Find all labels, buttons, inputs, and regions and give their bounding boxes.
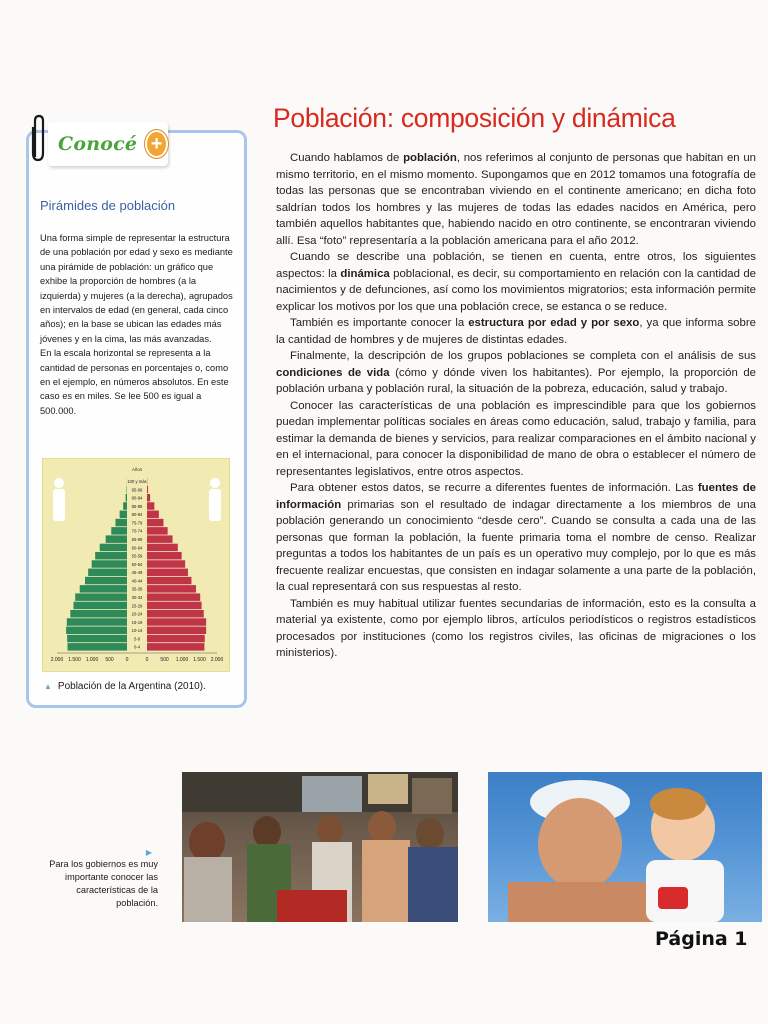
bar-female [147,535,173,542]
age-label: 70-74 [131,528,143,534]
conoce-tab [48,122,168,166]
paragraph-text: Conocer las características de una población es imprescindible para que los gobiernos puedan implementar políticas sociales en áreas como educación, salud, trabajo y familia, para estimar la demanda de bienes y servicios, para realizar comparaciones en el ámbito nacional y en el internacional, para conocer la disponibilidad de mano de obra o establecer el número de representantes legislativos, entre otros aspectos. [276,399,756,478]
article-paragraph [276,596,756,662]
age-label: 5-9 [133,636,141,642]
axis-header: Años [131,467,143,472]
paragraph-keyword: condiciones de vida [276,366,390,379]
article-body [276,150,756,662]
bar-male [75,593,127,600]
age-label: 15-19 [131,619,143,625]
age-label: 0-4 [133,644,141,650]
plus-icon: + [145,130,168,158]
paragraph-text: Cuando se describe una población, se tienen en cuenta, entre otros, los siguientes aspectos: la [276,251,756,280]
age-label: 50-54 [131,561,143,567]
bar-female [147,560,185,567]
conoce-label: Conocé [58,133,138,155]
bar-male [111,527,127,534]
age-label: 95-99 [131,487,143,493]
paragraph-keyword: dinámica [340,267,390,280]
bar-female [147,544,178,551]
article-paragraph [276,249,756,315]
bar-female [147,643,204,650]
age-label: 75-79 [131,520,143,526]
age-label: 35-39 [131,586,143,592]
bar-female [147,585,196,592]
photo-caption-text: Para los gobiernos es muy importante conocer las características de la población. [49,859,158,908]
x-tick-label: 1.000 [85,657,99,663]
bar-female [147,527,168,534]
x-tick-label: 2.000 [50,657,64,663]
bar-male [68,643,128,650]
bar-male [85,577,127,584]
paragraph-keyword: estructura por edad y por sexo [468,317,640,329]
grandfather-baby-illustration [488,772,762,922]
sidebar-paragraph: Una forma simple de representar la estructura de una población por edad y sexo es mediante una pirámide de población: un gráfico que exhibe la proporción de hombres (a la izquierda) y mujeres (a la derecha), agrupados en intervalos de edad (en general, cada cinco años); en la base se ubican las edades más jóvenes y en la cima, las más avanzadas. [40,233,233,344]
page-number: Página 1 [655,928,748,950]
page-title: Población: composición y dinámica [273,103,676,133]
bar-female [147,627,206,634]
bar-female [147,511,159,518]
bar-male [126,494,127,501]
age-label: 45-49 [131,570,143,576]
age-label: 60-64 [131,545,143,551]
age-label: 40-44 [131,578,143,584]
paragraph-text: , ya que informa sobre la cantidad de hombres y de mujeres de distintas edades. [276,317,756,346]
bar-male [70,610,127,617]
bar-male [120,511,127,518]
paragraph-text: poblacional, es decir, su comportamiento en relación con la cantidad de nacimientos y de defunciones, así como los movimientos migratorios; esta información permite explicar los motivos por los que una población crece, se estanca o se reduce. [276,267,757,313]
person-icon [53,478,65,521]
age-label: 10-14 [131,628,143,634]
bar-male [80,585,127,592]
x-tick-label: 1.500 [68,657,81,663]
photo-caption [36,848,158,910]
chart-caption [44,681,244,692]
bar-male [106,535,127,542]
bar-female [147,486,148,493]
paragraph-keyword: población [403,152,457,164]
age-label: 55-59 [131,553,143,559]
x-tick-label: 0 [125,657,129,663]
grandfather-baby-photo [488,772,762,922]
age-label: 30-34 [131,594,143,600]
bar-male [73,602,127,609]
x-tick-label: 500 [160,657,169,663]
bar-female [147,610,204,617]
age-label: 100 y más [127,478,147,484]
x-tick-label: 2.000 [210,657,224,663]
paragraph-text: Para obtener estos datos, se recurre a diferentes fuentes de información. Las [290,482,698,494]
age-label: 85-89 [131,503,143,509]
article-paragraph [276,348,756,398]
article-paragraph [276,398,756,481]
age-label: 90-94 [131,495,143,501]
chart-caption-text: Población de la Argentina (2010). [57,681,206,692]
article-paragraph [276,150,756,249]
article-paragraph [276,480,756,596]
bar-female [147,602,202,609]
bar-male [66,627,127,634]
bar-female [147,494,150,501]
crowd-photo [182,772,458,922]
bar-male [67,618,127,625]
age-label: 20-24 [131,611,143,617]
triangle-icon: ▲ [44,682,52,691]
pyramid-svg [43,459,231,673]
population-pyramid-chart [42,458,230,672]
paragraph-text: También es importante conocer la [290,317,469,329]
bar-female [147,618,206,625]
triangle-icon: ▶ [145,848,152,857]
paragraph-text: primarias son el resultado de indagar directamente a los miembros de una población generando un conocimiento “desde cero”. Cuando se consulta a cada una de las personas que forman la población, la fuente primaria toma el nombre de censo. Realizar preguntas a todos los habitantes de un país es un operativo muy complejo, por lo que es más frecuente realizar encuestas, que consisten en indagar solamente a una parte de la población, la cual representará con sus respuestas al resto. [276,498,756,593]
bar-female [147,519,163,526]
bar-male [67,635,127,642]
crowd-photo-illustration [182,772,458,922]
bar-male [95,552,127,559]
paragraph-text: Cuando hablamos de [290,152,404,164]
x-tick-label: 1.000 [175,657,189,663]
bar-female [147,569,188,576]
sidebar-heading: Pirámides de población [40,198,176,213]
paragraph-text: (cómo y dónde viven los habitantes). Por ejemplo, la proporción de población urbana y población rural, la situación de la pobreza, educación, salud y trabajo. [276,366,757,395]
bar-female [147,577,191,584]
age-label: 80-84 [131,512,143,518]
sidebar-body [40,231,236,418]
paragraph-keyword: fuentes de información [276,482,756,511]
x-tick-label: 500 [105,657,114,663]
age-label: 25-29 [131,603,143,609]
paragraph-text: Finalmente, la descripción de los grupos poblaciones se completa con el análisis de sus [290,350,756,362]
age-label: 65-69 [131,536,143,542]
x-tick-label: 0 [145,657,149,663]
bar-male [100,544,127,551]
bar-male [92,560,127,567]
person-icon [209,478,221,521]
bar-male [123,502,127,509]
paperclip-icon [30,113,46,163]
article-paragraph [276,315,756,348]
x-tick-label: 1.500 [193,657,206,663]
bar-female [147,552,182,559]
bar-female [147,593,200,600]
paragraph-text: , nos referimos al conjunto de personas que habitan en un mismo territorio, en el mismo momento. Supongamos que en 2012 tomamos una fotografía de todas las personas que se encontraban viviendo en el continente americano; en dicha foto saldrían todos los hombres y las mujeres de todas las edades nacidos en América, pero también aquellos habitantes que, habiendo nacido en otro continente, se encontraran viviendo allí. Esa “foto” representaría a la población americana para el año 2012. [276,152,756,247]
bar-male [115,519,127,526]
bar-female [147,635,205,642]
paragraph-text: También es muy habitual utilizar fuentes secundarias de información, esto es la consulta a material ya existente, como por ejemplo libros, artículos periodísticos o registros estadísticos procesados por instituciones (como los registros civiles, las oficinas de migraciones o los ministerios). [276,597,756,659]
bar-male [88,569,127,576]
sidebar-paragraph: En la escala horizontal se representa a la cantidad de personas en porcentajes o, como en el ejemplo, en números absolutos. En este caso es en miles. Se lee 500 es igual a 500.000. [40,348,229,416]
bar-female [147,502,154,509]
